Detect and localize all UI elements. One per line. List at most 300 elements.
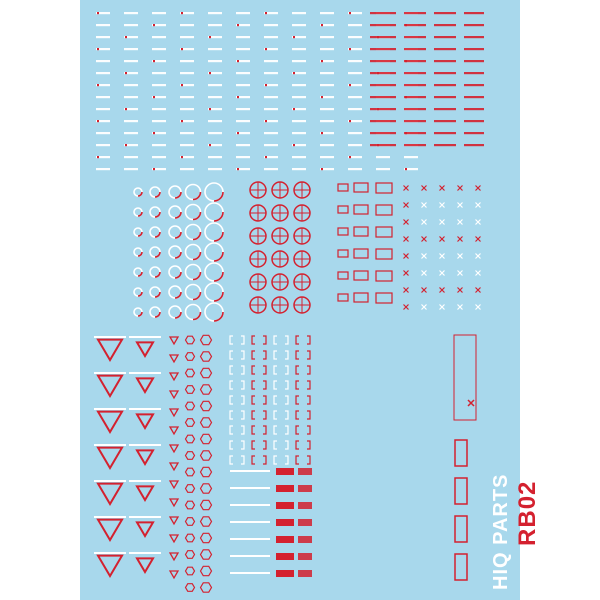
stripe-bar-red (265, 84, 267, 86)
stripe-bar-red (181, 48, 183, 50)
x-mark-icon (458, 288, 463, 293)
bracket-icon (274, 366, 288, 374)
label-strip (230, 572, 270, 574)
red-stripe-bar (370, 24, 396, 26)
stripe-bar (96, 96, 110, 98)
stripe-bar (320, 84, 334, 86)
stripe-bar (180, 132, 194, 134)
stripe-bar (152, 48, 166, 50)
stripe-bar (152, 156, 166, 158)
hexagon-icon (201, 467, 212, 476)
stripe-bar-red (293, 144, 295, 146)
stripe-bar (208, 60, 222, 62)
stripe-bar-red (349, 156, 351, 158)
red-stripe-bar (464, 24, 484, 26)
hexagon-icon (186, 452, 195, 460)
circle-accent (214, 232, 223, 241)
bracket-icon (296, 381, 310, 389)
hexagon-icon (186, 567, 195, 575)
x-mark-icon (422, 237, 427, 242)
brand-block (480, 430, 541, 600)
triangle-caption (94, 444, 126, 446)
stripe-bar (264, 108, 278, 110)
circle-accent (138, 272, 142, 276)
circle-accent (155, 252, 160, 257)
hexagon-icon (186, 402, 195, 410)
stripe-bar (264, 168, 278, 170)
triangle-caption (94, 516, 126, 518)
stripe-bar-red (209, 36, 211, 38)
red-stripe-bar (370, 108, 396, 110)
hexagon-icon (186, 485, 195, 493)
stripe-bar (292, 24, 306, 26)
hexagon-icon (186, 518, 195, 526)
circle-accent (155, 232, 160, 237)
hatched-bar-icon (298, 536, 312, 543)
down-triangle-icon (170, 445, 178, 452)
hexagon-icon (186, 336, 195, 344)
red-stripe-bar (434, 132, 456, 134)
stripe-bar-red (349, 84, 351, 86)
stripe-bar (236, 108, 250, 110)
circle-accent (214, 292, 223, 301)
x-mark-icon (422, 220, 427, 225)
bracket-icon (274, 396, 288, 404)
stripe-bar-red (209, 72, 211, 74)
hexagon-icon (201, 434, 212, 443)
down-triangle-icon (170, 373, 178, 380)
bracket-icon (230, 366, 244, 374)
circle-accent (155, 192, 160, 197)
hexagon-icon (201, 418, 212, 427)
x-mark-icon (440, 288, 445, 293)
triangle-caption (129, 516, 161, 518)
rect-frame-icon (338, 228, 348, 235)
stripe-bar (152, 72, 166, 74)
red-stripe-bar (464, 84, 484, 86)
hexagon-icon (186, 435, 195, 443)
stripe-bar (236, 156, 250, 158)
stripe-bar-red (125, 144, 127, 146)
red-stripe-bar (404, 12, 426, 14)
x-mark-icon (440, 186, 445, 191)
stripe-bar (124, 12, 138, 14)
x-mark-icon (476, 254, 481, 259)
down-triangle-icon (137, 342, 153, 356)
bracket-icon (296, 426, 310, 434)
rect-frame-icon (454, 335, 476, 420)
stripe-bar (180, 24, 194, 26)
red-stripe-bar (434, 48, 456, 50)
stripe-bar (292, 60, 306, 62)
stripe-bar (208, 156, 222, 158)
hexagon-icon (186, 353, 195, 361)
bracket-icon (252, 441, 266, 449)
brand-title (514, 481, 542, 590)
x-mark-icon (476, 186, 481, 191)
stripe-bar-red (97, 84, 99, 86)
hexagon-icon (201, 583, 212, 592)
down-triangle-icon (98, 448, 122, 468)
circle-accent (155, 312, 160, 317)
rect-frame-icon (354, 249, 368, 258)
hatched-bar-icon (276, 502, 294, 509)
stripe-bar (124, 96, 138, 98)
bracket-icon (296, 396, 310, 404)
x-mark-icon (422, 288, 427, 293)
stripe-bar (264, 96, 278, 98)
circle-accent (175, 272, 181, 278)
decal-markings (80, 0, 520, 600)
rect-frame-icon (354, 183, 368, 192)
stripe-bar (124, 24, 138, 26)
x-mark-icon (458, 271, 463, 276)
stripe-bar-red (349, 48, 351, 50)
hatched-bar-icon (298, 553, 312, 560)
stripe-bar (264, 60, 278, 62)
triangle-caption (94, 480, 126, 482)
stripe-bar-red (125, 36, 127, 38)
hexagon-icon (186, 369, 195, 377)
hatched-bar-icon (298, 570, 312, 577)
red-stripe-bar (370, 36, 396, 38)
rect-frame-icon (376, 271, 392, 281)
down-triangle-icon (170, 481, 178, 488)
stripe-bar-red (181, 156, 183, 158)
x-mark-icon (476, 237, 481, 242)
label-strip (230, 521, 270, 523)
stripe-bar (208, 48, 222, 50)
stripe-bar-red (237, 132, 239, 134)
down-triangle-icon (98, 340, 122, 360)
x-mark-icon (404, 305, 409, 310)
stripe-bar (208, 120, 222, 122)
label-strip (230, 504, 270, 506)
bracket-icon (252, 336, 266, 344)
x-mark-icon (440, 271, 445, 276)
x-mark-icon (404, 254, 409, 259)
circle-accent (138, 252, 142, 256)
stripe-bar (152, 144, 166, 146)
circle-accent (175, 192, 181, 198)
x-mark-icon (476, 288, 481, 293)
stripe-bar (96, 36, 110, 38)
stripe-bar (124, 48, 138, 50)
stripe-bar (180, 96, 194, 98)
stripe-bar-red (237, 24, 239, 26)
stripe-bar (96, 132, 110, 134)
triangle-caption (129, 552, 161, 554)
red-stripe-bar (370, 144, 396, 146)
stripe-bar-red (237, 168, 239, 170)
stripe-bar (292, 84, 306, 86)
down-triangle-icon (170, 427, 178, 434)
red-stripe-bar (370, 96, 396, 98)
stripe-bar-red (293, 72, 295, 74)
stripe-bar (236, 72, 250, 74)
hatched-bar-icon (276, 485, 294, 492)
x-mark-icon (458, 254, 463, 259)
hatched-bar-icon (276, 468, 294, 475)
red-stripe-bar (464, 132, 484, 134)
red-stripe-bar (404, 108, 426, 110)
red-stripe-bar (434, 96, 456, 98)
bracket-icon (230, 381, 244, 389)
stripe-bar (292, 132, 306, 134)
bracket-icon (230, 396, 244, 404)
down-triangle-icon (170, 391, 178, 398)
circle-accent (193, 292, 201, 300)
stripe-bar (236, 48, 250, 50)
red-stripe-bar (434, 120, 456, 122)
hatched-bar-icon (276, 536, 294, 543)
hexagon-icon (186, 534, 195, 542)
rect-frame-icon (376, 293, 392, 303)
stripe-bar (96, 168, 110, 170)
stripe-bar (236, 144, 250, 146)
stripe-bar-red (125, 108, 127, 110)
hatched-bar-icon (276, 553, 294, 560)
stripe-bar-red (321, 60, 323, 62)
stripe-bar (404, 156, 418, 158)
x-mark-icon (458, 186, 463, 191)
down-triangle-icon (98, 376, 122, 396)
triangle-caption (94, 552, 126, 554)
red-stripe-bar (370, 12, 396, 14)
rect-frame-icon (338, 250, 348, 257)
stripe-bar-red (153, 168, 155, 170)
circle-accent (193, 212, 201, 220)
down-triangle-icon (170, 553, 178, 560)
stripe-bar (208, 12, 222, 14)
stripe-bar-red (237, 60, 239, 62)
stripe-bar-red (265, 48, 267, 50)
stripe-bar (292, 156, 306, 158)
bracket-icon (252, 366, 266, 374)
stripe-bar (96, 144, 110, 146)
stripe-bar (348, 72, 362, 74)
stripe-bar-red (405, 168, 407, 170)
circle-accent (155, 292, 160, 297)
red-stripe-bar (464, 108, 484, 110)
circle-accent (214, 272, 223, 281)
down-triangle-icon (137, 378, 153, 392)
stripe-bar (320, 120, 334, 122)
red-stripe-bar (464, 12, 484, 14)
hexagon-icon (186, 468, 195, 476)
bracket-icon (252, 456, 266, 464)
hexagon-icon (186, 501, 195, 509)
stripe-bar (180, 144, 194, 146)
rect-frame-icon (338, 184, 348, 191)
stripe-bar (348, 168, 362, 170)
circle-accent (193, 192, 201, 200)
stripe-bar (152, 120, 166, 122)
stripe-bar-red (321, 24, 323, 26)
circle-accent (138, 292, 142, 296)
x-mark-icon (404, 237, 409, 242)
circle-accent (193, 232, 201, 240)
x-mark-icon (440, 237, 445, 242)
bracket-icon (252, 381, 266, 389)
x-mark-icon (404, 271, 409, 276)
label-strip (230, 538, 270, 540)
hexagon-icon (186, 419, 195, 427)
x-mark-icon (422, 271, 427, 276)
bracket-icon (230, 426, 244, 434)
stripe-bar (320, 156, 334, 158)
bracket-icon (230, 441, 244, 449)
rect-frame-icon (354, 293, 368, 302)
x-mark-icon (440, 220, 445, 225)
stripe-bar-red (181, 12, 183, 14)
red-stripe-bar (404, 144, 426, 146)
stripe-bar (124, 168, 138, 170)
circle-accent (193, 252, 201, 260)
stripe-bar-red (293, 108, 295, 110)
stripe-bar (264, 36, 278, 38)
hexagon-icon (186, 551, 195, 559)
x-mark-icon (404, 220, 409, 225)
bracket-icon (230, 336, 244, 344)
stripe-bar (264, 72, 278, 74)
stripe-bar-red (181, 120, 183, 122)
stripe-bar (236, 36, 250, 38)
stripe-bar (208, 24, 222, 26)
down-triangle-icon (137, 450, 153, 464)
x-mark-icon (404, 288, 409, 293)
hatched-bar-icon (298, 502, 312, 509)
stripe-bar-red (153, 132, 155, 134)
red-stripe-bar (370, 48, 396, 50)
stripe-bar (348, 24, 362, 26)
stripe-bar (320, 72, 334, 74)
stripe-bar (124, 120, 138, 122)
bracket-icon (296, 336, 310, 344)
stripe-bar (348, 60, 362, 62)
stripe-bar-red (153, 24, 155, 26)
scale-label: 1/144 (522, 549, 539, 590)
x-mark-icon (468, 400, 474, 406)
down-triangle-icon (137, 522, 153, 536)
down-triangle-icon (98, 556, 122, 576)
stripe-bar (208, 96, 222, 98)
x-mark-icon (458, 220, 463, 225)
stripe-bar (180, 108, 194, 110)
down-triangle-icon (170, 463, 178, 470)
triangle-caption (94, 372, 126, 374)
rect-frame-icon (376, 227, 392, 237)
bracket-icon (296, 366, 310, 374)
red-stripe-bar (464, 48, 484, 50)
red-stripe-bar (434, 36, 456, 38)
red-stripe-bar (370, 72, 396, 74)
stripe-bar (180, 36, 194, 38)
stripe-bar (96, 72, 110, 74)
stripe-bar (124, 156, 138, 158)
stripe-bar-red (349, 12, 351, 14)
stripe-bar (376, 168, 390, 170)
stripe-bar-red (153, 60, 155, 62)
down-triangle-icon (170, 571, 178, 578)
bracket-icon (274, 411, 288, 419)
red-stripe-bar (464, 120, 484, 122)
x-mark-icon (476, 271, 481, 276)
down-triangle-icon (170, 517, 178, 524)
red-stripe-bar (370, 84, 396, 86)
stripe-bar (236, 84, 250, 86)
red-stripe-bar (404, 36, 426, 38)
stripe-bar (152, 36, 166, 38)
decal-sheet (80, 0, 541, 600)
stripe-bar (124, 132, 138, 134)
x-mark-icon (440, 254, 445, 259)
stripe-bar (264, 144, 278, 146)
red-stripe-bar (464, 144, 484, 146)
red-stripe-bar (404, 120, 426, 122)
hexagon-icon (201, 335, 212, 344)
stripe-bar (124, 84, 138, 86)
x-mark-icon (458, 237, 463, 242)
hexagon-icon (201, 401, 212, 410)
stripe-bar-red (209, 144, 211, 146)
stripe-bar (292, 12, 306, 14)
rect-frame-icon (376, 183, 392, 193)
hexagon-icon (201, 385, 212, 394)
down-triangle-icon (170, 337, 178, 344)
circle-accent (138, 192, 142, 196)
stripe-bar-red (349, 120, 351, 122)
red-stripe-bar (464, 36, 484, 38)
rect-frame-icon (338, 206, 348, 213)
rect-frame-icon (338, 294, 348, 301)
circle-accent (193, 272, 201, 280)
red-stripe-bar (370, 120, 396, 122)
red-stripe-bar (434, 144, 456, 146)
stripe-bar (292, 48, 306, 50)
down-triangle-icon (170, 499, 178, 506)
stripe-bar (348, 96, 362, 98)
x-mark-icon (422, 305, 427, 310)
stripe-bar-red (321, 168, 323, 170)
x-mark-icon (476, 220, 481, 225)
stripe-bar (320, 108, 334, 110)
hexagon-icon (201, 500, 212, 509)
rect-frame-icon (455, 440, 467, 466)
bracket-icon (230, 456, 244, 464)
x-mark-icon (476, 203, 481, 208)
stripe-bar-red (181, 84, 183, 86)
bracket-icon (296, 441, 310, 449)
circle-accent (175, 232, 181, 238)
bracket-icon (296, 456, 310, 464)
stripe-bar (348, 132, 362, 134)
stripe-bar (292, 168, 306, 170)
down-triangle-icon (137, 414, 153, 428)
bracket-icon (252, 411, 266, 419)
red-stripe-bar (404, 24, 426, 26)
triangle-caption (129, 336, 161, 338)
down-triangle-icon (98, 520, 122, 540)
circle-accent (175, 312, 181, 318)
rect-frame-icon (376, 205, 392, 215)
red-stripe-bar (464, 60, 484, 62)
bracket-icon (274, 351, 288, 359)
triangle-caption (94, 336, 126, 338)
hexagon-icon (201, 451, 212, 460)
stripe-bar (96, 60, 110, 62)
down-triangle-icon (137, 486, 153, 500)
